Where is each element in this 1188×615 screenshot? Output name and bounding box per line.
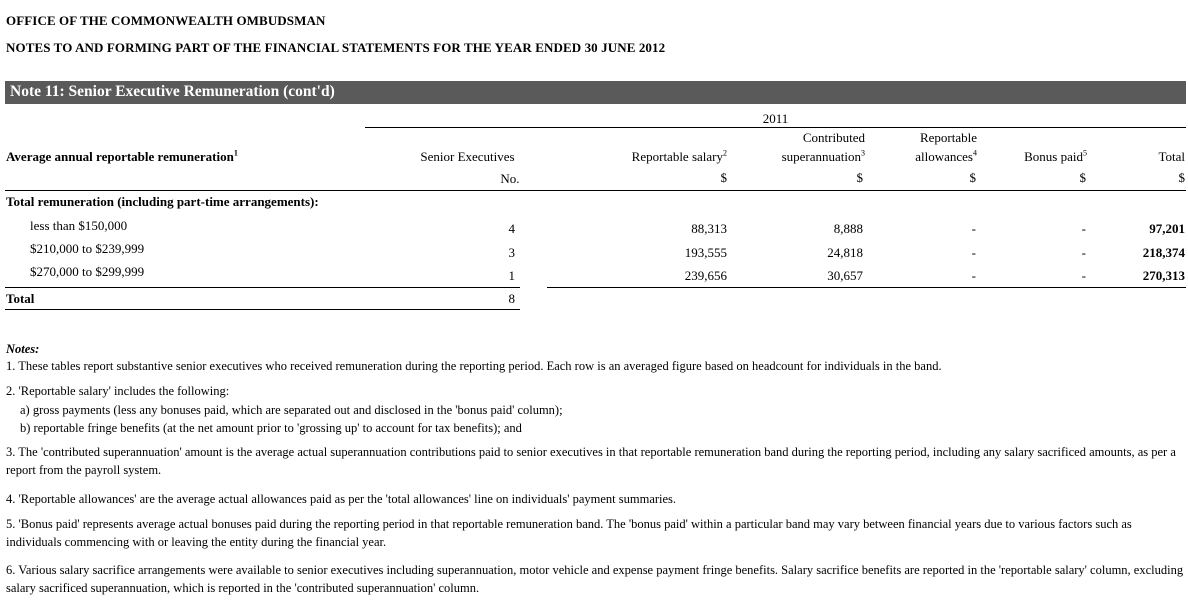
rows-rule [5,287,520,288]
col-bonus: Bonus paid$^5$ [1024,148,1087,164]
note-1: 1. These tables report substantive senior executives who received remuneration during the reporting period. Each row is an averaged figure based on headcount for individuals in the band. [6,359,942,373]
col-super-l2: superannuation$^3$ [781,148,865,164]
statement-subtitle: NOTES TO AND FORMING PART OF THE FINANCIAL STATEMENTS FOR THE YEAR ENDED 30 JUNE 2012 [6,40,666,55]
band-label: less than $150,000 [30,218,128,233]
salary-value: 88,313 [691,221,727,236]
band-label: $270,000 to $299,999 [30,264,145,279]
col-total: Total [1158,149,1185,164]
unit-total: $ [1178,170,1185,185]
salary-value: 193,555 [684,245,727,260]
bonus-value: - [1081,221,1086,236]
band-label: $210,000 to $239,999 [30,241,145,256]
allow-value: - [971,245,976,260]
total-value: 97,201 [1149,221,1185,236]
execs-value: 3 [508,245,515,260]
col-allow-l2: allowances$^4$ [915,148,977,164]
allow-value: - [971,221,976,236]
bonus-value: - [1081,245,1086,260]
allow-value: - [971,268,976,283]
unit-salary: $ [720,170,727,185]
year-heading: 2011 [762,111,789,126]
unit-allow: $ [969,170,976,185]
header-rule [5,190,1186,191]
super-value: 8,888 [833,221,863,236]
section-label: Total remuneration (including part-time arrangements): [6,194,319,209]
col-super-l1: Contributed [802,130,865,145]
row-header: Average annual reportable remuneration$^1$ [6,148,238,164]
note-5: 5. 'Bonus paid' represents average actual bonuses paid during the reporting period in that reportable remuneration band. The 'bonus paid' within a particular band may vary between financial years due to various factors such as individuals commencing with or leaving the entity during the financial year. [6,517,1132,549]
unit-super: $ [856,170,863,185]
total-value: 218,374 [1142,245,1185,260]
notes-heading: Notes: [6,342,40,356]
total-label: Total [6,291,35,306]
note-title: Note 11: Senior Executive Remuneration (cont'd) [10,83,335,100]
rows-rule-right [547,287,1186,288]
note-4: 4. 'Reportable allowances' are the average actual allowances paid as per the 'total allowances' line on individuals' payment summaries. [6,492,677,506]
execs-value: 1 [508,268,515,283]
unit-execs: No. [500,171,520,186]
total-execs: 8 [508,291,515,306]
unit-bonus: $ [1079,170,1086,185]
year-rule [365,127,1186,128]
note-3: 3. The 'contributed superannuation' amount is the average actual superannuation contributions paid to senior executives in that reportable remuneration band during the reporting period, including any salary sacrificed amounts, as per a report from the payroll system. [6,445,1176,477]
execs-value: 4 [508,221,515,236]
note-6: 6. Various salary sacrifice arrangements were available to senior executives including superannuation, motor vehicle and expense payment fringe benefits. Salary sacrifice benefits are reported in the 'reportable salary' column, excluding salary sacrificed superannuation, which is reported in the 'contributed superannuation' column. [6,563,1184,595]
total-value: 270,313 [1142,268,1185,283]
total-rule [5,309,520,310]
col-allow-l1: Reportable [919,130,977,145]
super-value: 30,657 [827,268,863,283]
col-senior-executives: Senior Executives [420,149,515,164]
col-reportable-salary: Reportable salary$^2$ [631,148,727,164]
bonus-value: - [1081,268,1086,283]
salary-value: 239,656 [684,268,727,283]
org-title: OFFICE OF THE COMMONWEALTH OMBUDSMAN [6,13,326,28]
super-value: 24,818 [827,245,863,260]
note-2a: a) gross payments (less any bonuses paid, which are separated out and disclosed in the 'bonus paid' column); [20,403,563,417]
note-2b: b) reportable fringe benefits (at the net amount prior to 'grossing up' to account for tax benefits); and [20,421,522,435]
note-2: 2. 'Reportable salary' includes the following: [6,384,230,398]
note-title-bar [5,81,1186,104]
